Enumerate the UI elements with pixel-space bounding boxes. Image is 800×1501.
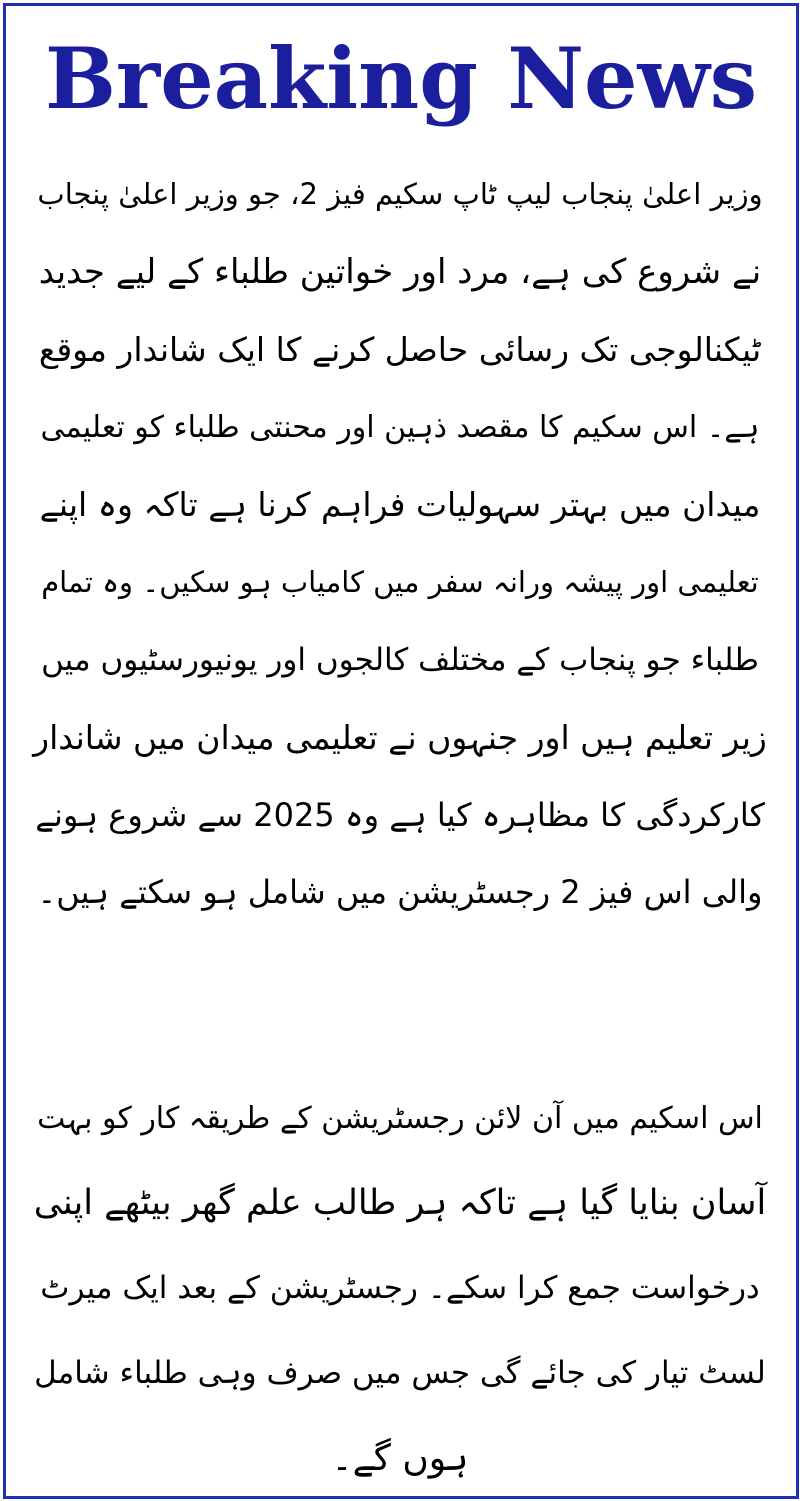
paragraph-line: کارکردگی کا مظاہرہ کیا ہے وہ 2025 سے شروع ہونے xyxy=(35,795,765,834)
news-card xyxy=(3,3,799,1499)
paragraph-line: میدان میں بہتر سہولیات فراہم کرنا ہے تاکہ وہ اپنے xyxy=(39,485,761,525)
paragraph-line: ٹیکنالوجی تک رسائی حاصل کرنے کا ایک شاندار موقع xyxy=(38,330,762,370)
breaking-news-headline: Breaking News xyxy=(44,29,758,128)
paragraph-line: اس اسکیم میں آن لائن رجسٹریشن کے طریقہ کار کو بہت xyxy=(37,1101,763,1136)
paragraph-line: نے شروع کی ہے، مرد اور خواتین طلباء کے لیے جدید xyxy=(38,251,762,292)
paragraph-line: تعلیمی اور پیشہ ورانہ سفر میں کامیاب ہو سکیں۔ وہ تمام xyxy=(41,564,759,599)
paragraph-line: زیر تعلیم ہیں اور جنہوں نے تعلیمی میدان میں شاندار xyxy=(33,718,767,758)
article-paragraph-1 xyxy=(32,156,768,932)
paragraph-line: طلباء جو پنجاب کے مختلف کالجوں اور یونیورسٹیوں میں xyxy=(41,641,759,678)
paragraph-line: ہے۔ اس سکیم کا مقصد ذہین اور محنتی طلباء کو تعلیمی xyxy=(40,409,760,445)
paragraph-line: والی اس فیز 2 رجسٹریشن میں شامل ہو سکتے ہیں۔ xyxy=(37,873,763,912)
article-paragraph-2 xyxy=(32,1076,768,1501)
paragraph-line: درخواست جمع کرا سکے۔ رجسٹریشن کے بعد ایک میرٹ xyxy=(40,1270,760,1306)
paragraph-line: لسٹ تیار کی جائے گی جس میں صرف وہی طلباء شامل xyxy=(34,1355,766,1391)
paragraph-line: ہوں گے۔ xyxy=(331,1438,469,1479)
paragraph-line: وزیر اعلیٰ پنجاب لیپ ٹاپ سکیم فیز 2، جو وزیر اعلیٰ پنجاب xyxy=(37,177,763,211)
paragraph-line: آسان بنایا گیا ہے تاکہ ہر طالب علم گھر بیٹھے اپنی xyxy=(33,1183,767,1223)
